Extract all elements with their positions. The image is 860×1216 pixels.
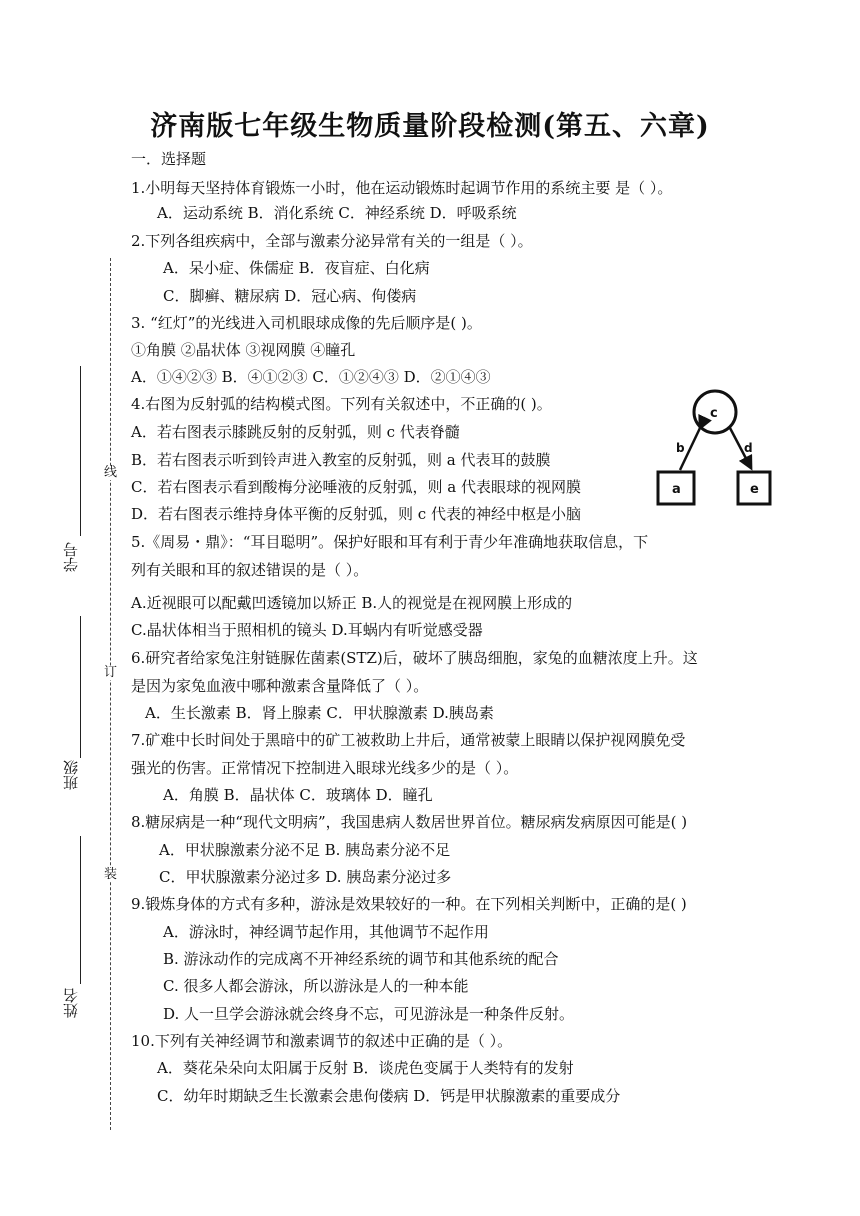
student-id-label: 学号 xyxy=(62,542,80,572)
question-line: A．生长激素 B．肾上腺素 C．甲状腺激素 D.胰岛素 xyxy=(145,704,494,722)
question-line: C．脚癣、糖尿病 D．冠心病、佝偻病 xyxy=(163,287,417,305)
question-line: D．若右图表示维持身体平衡的反射弧，则 c 代表的神经中枢是小脑 xyxy=(131,505,581,523)
question-line: ①角膜 ②晶状体 ③视网膜 ④瞳孔 xyxy=(131,341,356,359)
name-blank[interactable] xyxy=(80,836,81,984)
section-label: 一．选择题 xyxy=(131,150,207,168)
question-line: 8.糖尿病是一种“现代文明病”，我国患病人数居世界首位。糖尿病发病原因可能是( ) xyxy=(131,813,688,831)
diagram-label-b: b xyxy=(676,441,685,455)
diagram-label-a: a xyxy=(672,482,681,497)
question-line: A．运动系统 B．消化系统 C．神经系统 D．呼吸系统 xyxy=(157,204,517,222)
reflex-arc-diagram xyxy=(652,386,778,510)
question-line: 1.小明每天坚持体育锻炼一小时，他在运动锻炼时起调节作用的系统主要 是（ ）。 xyxy=(131,179,673,197)
question-line: 7.矿难中长时间处于黑暗中的矿工被救助上井后，通常被蒙上眼睛以保护视网膜免受 xyxy=(131,731,686,749)
question-line: 10.下列有关神经调节和激素调节的叙述中正确的是（ ）。 xyxy=(131,1032,513,1050)
question-line: A．①④②③ B．④①②③ C．①②④③ D．②①④③ xyxy=(131,368,491,386)
student-id-blank[interactable] xyxy=(80,366,81,536)
question-line: A.近视眼可以配戴凹透镜加以矫正 B.人的视觉是在视网膜上形成的 xyxy=(131,594,573,612)
class-label: 班级 xyxy=(62,760,80,790)
question-line: A．甲状腺激素分泌不足 B. 胰岛素分泌不足 xyxy=(159,841,451,859)
question-line: C. 很多人都会游泳，所以游泳是人的一种本能 xyxy=(163,977,469,995)
question-line: A．呆小症、侏儒症 B．夜盲症、白化病 xyxy=(163,259,430,277)
question-line: B. 游泳动作的完成离不开神经系统的调节和其他系统的配合 xyxy=(163,950,559,968)
question-line: C．若右图表示看到酸梅分泌唾液的反射弧，则 a 代表眼球的视网膜 xyxy=(131,478,581,496)
question-line: A．角膜 B．晶状体 C．玻璃体 D．瞳孔 xyxy=(163,786,433,804)
question-line: 是因为家兔血液中哪种激素含量降低了（ ）。 xyxy=(131,677,429,695)
diagram-label-e: e xyxy=(750,482,759,497)
binding-word-xian: 线 xyxy=(104,465,118,480)
question-line: 3. “红灯”的光线进入司机眼球成像的先后顺序是( )。 xyxy=(131,314,482,332)
question-line: 9.锻炼身体的方式有多种，游泳是效果较好的一种。在下列相关判断中，正确的是( ) xyxy=(131,895,687,913)
question-line: B．若右图表示听到铃声进入教室的反射弧，则 a 代表耳的鼓膜 xyxy=(131,451,551,469)
question-line: 列有关眼和耳的叙述错误的是（ ）。 xyxy=(131,561,369,579)
question-line: C．幼年时期缺乏生长激素会患佝偻病 D．钙是甲状腺激素的重要成分 xyxy=(157,1087,621,1105)
page-title: 济南版七年级生物质量阶段检测(第五、六章) xyxy=(150,111,710,142)
question-line: A．葵花朵朵向太阳属于反射 B．谈虎色变属于人类特有的发射 xyxy=(157,1059,574,1077)
question-line: A．游泳时，神经调节起作用，其他调节不起作用 xyxy=(163,923,489,941)
question-line: 2.下列各组疾病中，全部与激素分泌异常有关的一组是（ ）。 xyxy=(131,232,533,250)
question-line: A．若右图表示膝跳反射的反射弧，则 c 代表脊髓 xyxy=(131,423,460,441)
name-label: 姓名 xyxy=(62,988,80,1018)
question-line: 强光的伤害。正常情况下控制进入眼球光线多少的是（ ）。 xyxy=(131,759,519,777)
question-line: 5.《周易・鼎》：“耳目聪明”。保护好眼和耳有利于青少年准确地获取信息，下 xyxy=(131,533,649,551)
question-line: C．甲状腺激素分泌过多 D. 胰岛素分泌过多 xyxy=(159,868,452,886)
binding-word-zhuang: 装 xyxy=(104,867,118,882)
question-line: 6.研究者给家兔注射链脲佐菌素(STZ)后，破坏了胰岛细胞，家兔的血糖浓度上升。这 xyxy=(131,649,698,667)
question-line: D. 人一旦学会游泳就会终身不忘，可见游泳是一种条件反射。 xyxy=(163,1005,575,1023)
question-line: C.晶状体相当于照相机的镜头 D.耳蜗内有听觉感受器 xyxy=(131,621,483,639)
binding-word-ding: 订 xyxy=(104,665,118,680)
binding-line xyxy=(110,258,111,1130)
diagram-label-d: d xyxy=(744,441,753,455)
class-blank[interactable] xyxy=(80,616,81,758)
diagram-label-c: c xyxy=(710,406,718,421)
question-line: 4.右图为反射弧的结构模式图。下列有关叙述中，不正确的( )。 xyxy=(131,395,552,413)
